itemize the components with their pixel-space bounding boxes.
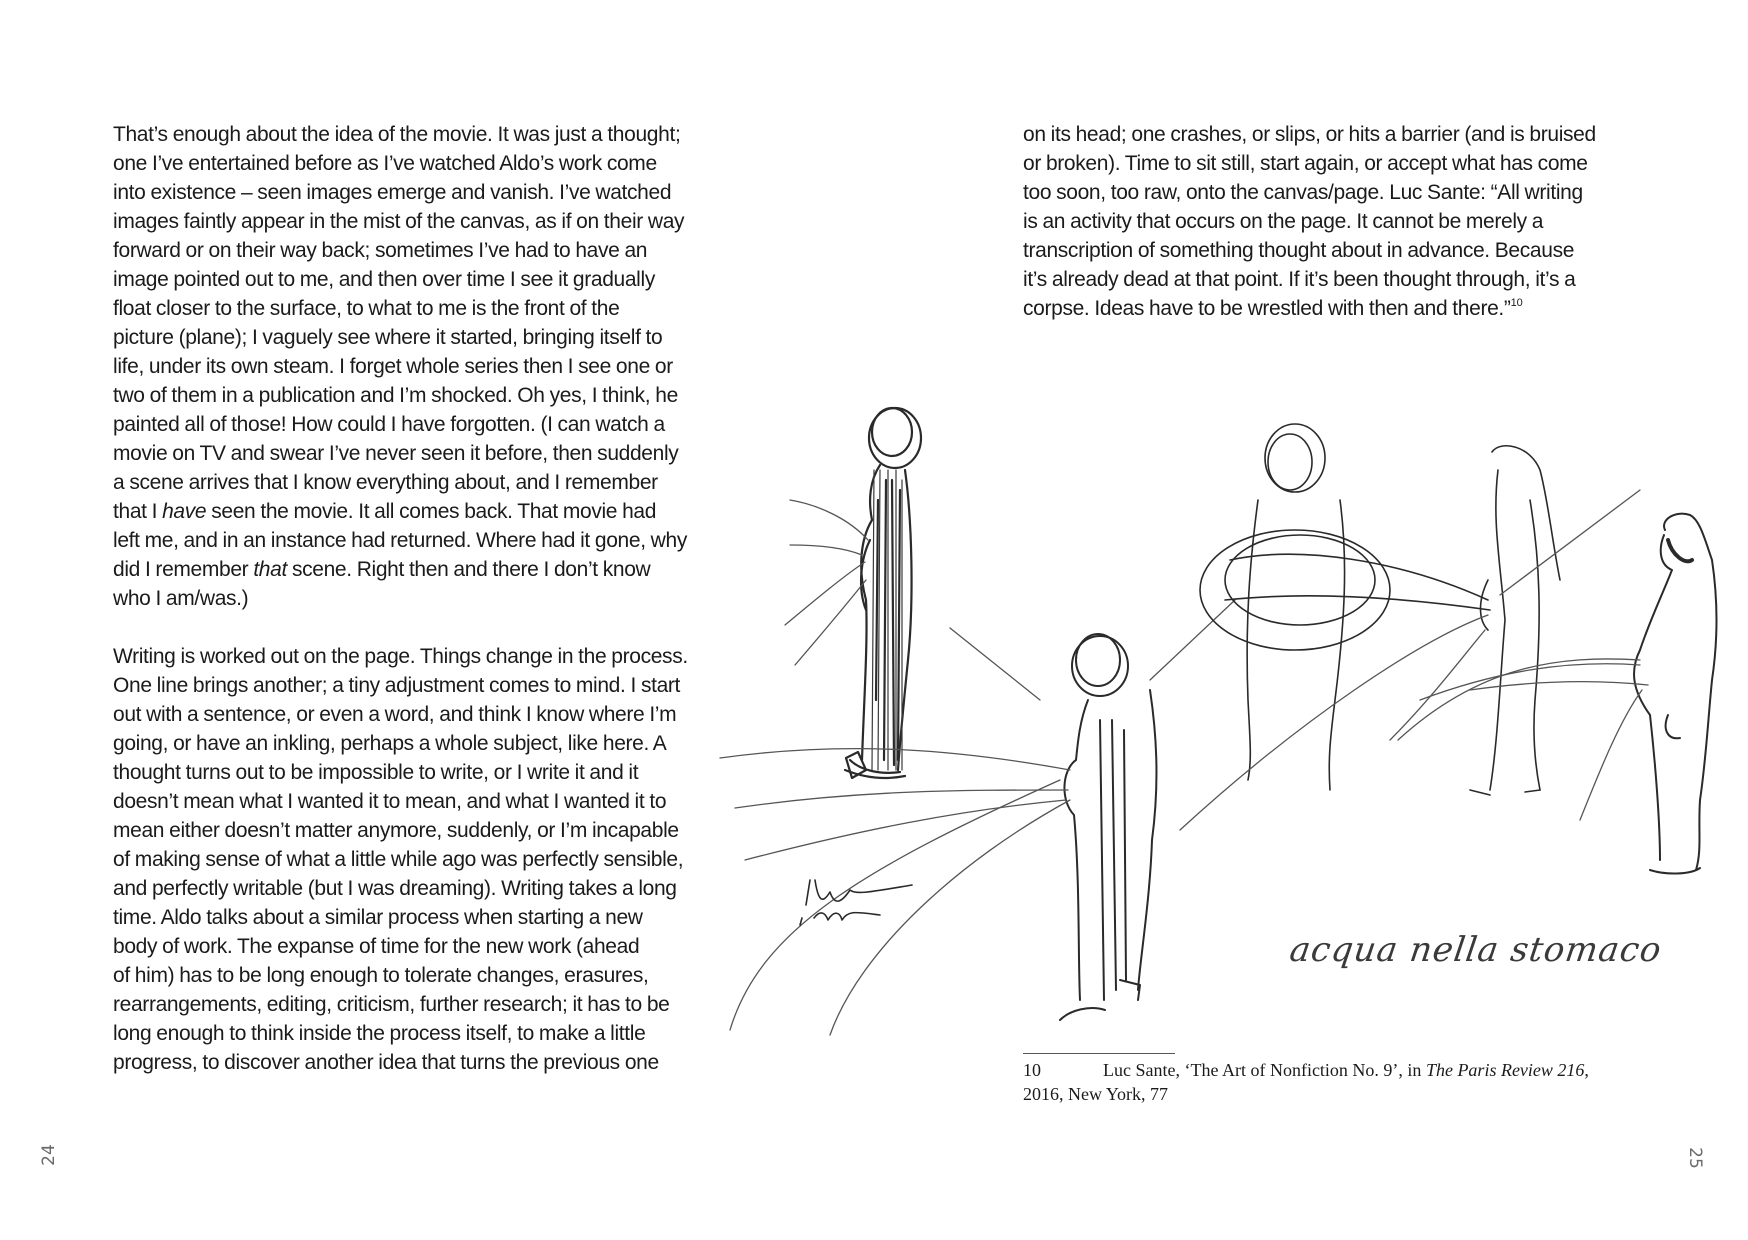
text-line: of making sense of what a little while ago was perfectly sensible, xyxy=(113,848,684,871)
footnote-line-1 xyxy=(1023,1058,1663,1082)
text-line: Writing is worked out on the page. Things change in the process. xyxy=(113,645,688,668)
right-page-body xyxy=(1023,120,1643,323)
text-line: transcription of something thought about in advance. Because xyxy=(1023,239,1575,262)
figure-center xyxy=(1060,634,1156,1020)
footnote-line-2: 2016, New York, 77 xyxy=(1023,1084,1169,1104)
page-number-right: 25 xyxy=(1684,1147,1705,1169)
footnote-text: Luc Sante, ‘The Art of Nonfiction No. 9’, in xyxy=(1103,1060,1426,1080)
emphasis-that: that xyxy=(253,558,287,581)
text-line xyxy=(113,555,733,584)
figure-left xyxy=(845,408,921,778)
text-line: time. Aldo talks about a similar process when starting a new xyxy=(113,906,643,929)
text-span: that I xyxy=(113,500,163,523)
text-line: That’s enough about the idea of the movie. It was just a thought; xyxy=(113,123,681,146)
text-line: movie on TV and swear I’ve never seen it before, then suddenly xyxy=(113,442,679,465)
footnote-publication: The Paris Review 216 xyxy=(1425,1060,1585,1080)
text-line: float closer to the surface, to what to me is the front of the xyxy=(113,297,620,320)
paragraph-1 xyxy=(113,120,733,613)
paragraph-2 xyxy=(113,642,733,1077)
footnote-divider xyxy=(1023,1053,1175,1054)
text-line: it’s already dead at that point. If it’s been thought through, it’s a xyxy=(1023,268,1576,291)
handwritten-caption: acqua nella stomaco xyxy=(1287,930,1665,970)
text-line: progress, to discover another idea that turns the previous one xyxy=(113,1051,659,1074)
text-span: scene. Right then and there I don’t know xyxy=(286,558,651,581)
text-line: images faintly appear in the mist of the canvas, as if on their way xyxy=(113,210,685,233)
paragraph-3 xyxy=(1023,120,1643,323)
text-line: forward or on their way back; sometimes I’ve had to have an xyxy=(113,239,648,262)
figure-back xyxy=(1200,424,1490,790)
text-line: body of work. The expanse of time for the new work (ahead xyxy=(113,935,640,958)
footnote-text: , xyxy=(1584,1060,1589,1080)
text-line: doesn’t mean what I wanted it to mean, and what I wanted it to xyxy=(113,790,667,813)
text-line: into existence – seen images emerge and vanish. I’ve watched xyxy=(113,181,672,204)
text-line xyxy=(113,497,733,526)
text-line: of him) has to be long enough to tolerate changes, erasures, xyxy=(113,964,649,987)
scribble-mark xyxy=(800,880,912,925)
page-number-left: 24 xyxy=(38,1144,59,1166)
text-span: corpse. Ideas have to be wrestled with then and there.” xyxy=(1023,297,1511,320)
text-line: thought turns out to be impossible to write, or I write it and it xyxy=(113,761,639,784)
figure-left-hatching xyxy=(872,470,902,770)
footnote xyxy=(1023,1058,1663,1106)
text-line: image pointed out to me, and then over time I see it gradually xyxy=(113,268,655,291)
text-line: long enough to think inside the process itself, to make a little xyxy=(113,1022,646,1045)
figure-man-right xyxy=(1634,514,1716,874)
text-line: who I am/was.) xyxy=(113,587,249,610)
text-line: too soon, too raw, onto the canvas/page. Luc Sante: “All writing xyxy=(1023,181,1583,204)
text-line: out with a sentence, or even a word, and think I know where I’m xyxy=(113,703,677,726)
footnote-number: 10 xyxy=(1023,1060,1041,1080)
text-line: and perfectly writable (but I was dreaming). Writing takes a long xyxy=(113,877,677,900)
footnote-reference[interactable]: 10 xyxy=(1510,297,1523,309)
text-line: left me, and in an instance had returned. Where had it gone, why xyxy=(113,529,687,552)
text-span: seen the movie. It all comes back. That movie had xyxy=(206,500,657,523)
emphasis-have: have xyxy=(162,500,207,523)
text-line: mean either doesn’t matter anymore, suddenly, or I’m incapable xyxy=(113,819,679,842)
left-page-body xyxy=(113,120,733,1077)
text-span: did I remember xyxy=(113,558,254,581)
text-line: two of them in a publication and I’m shocked. Oh yes, I think, he xyxy=(113,384,678,407)
text-line: is an activity that occurs on the page. It cannot be merely a xyxy=(1023,210,1544,233)
text-line: or broken). Time to sit still, start again, or accept what has come xyxy=(1023,152,1588,175)
text-line: on its head; one crashes, or slips, or hits a barrier (and is bruised xyxy=(1023,123,1596,146)
text-line: picture (plane); I vaguely see where it started, bringing itself to xyxy=(113,326,663,349)
text-line xyxy=(1023,294,1643,323)
text-line: One line brings another; a tiny adjustment comes to mind. I start xyxy=(113,674,681,697)
text-line: going, or have an inkling, perhaps a whole subject, like here. A xyxy=(113,732,667,755)
text-line: one I’ve entertained before as I’ve watched Aldo’s work come xyxy=(113,152,657,175)
figure-profile xyxy=(1470,446,1560,795)
text-line: rearrangements, editing, criticism, further research; it has to be xyxy=(113,993,670,1016)
text-line: life, under its own steam. I forget whole series then I see one or xyxy=(113,355,673,378)
text-line: painted all of those! How could I have forgotten. (I can watch a xyxy=(113,413,665,436)
text-line: a scene arrives that I know everything about, and I remember xyxy=(113,471,658,494)
